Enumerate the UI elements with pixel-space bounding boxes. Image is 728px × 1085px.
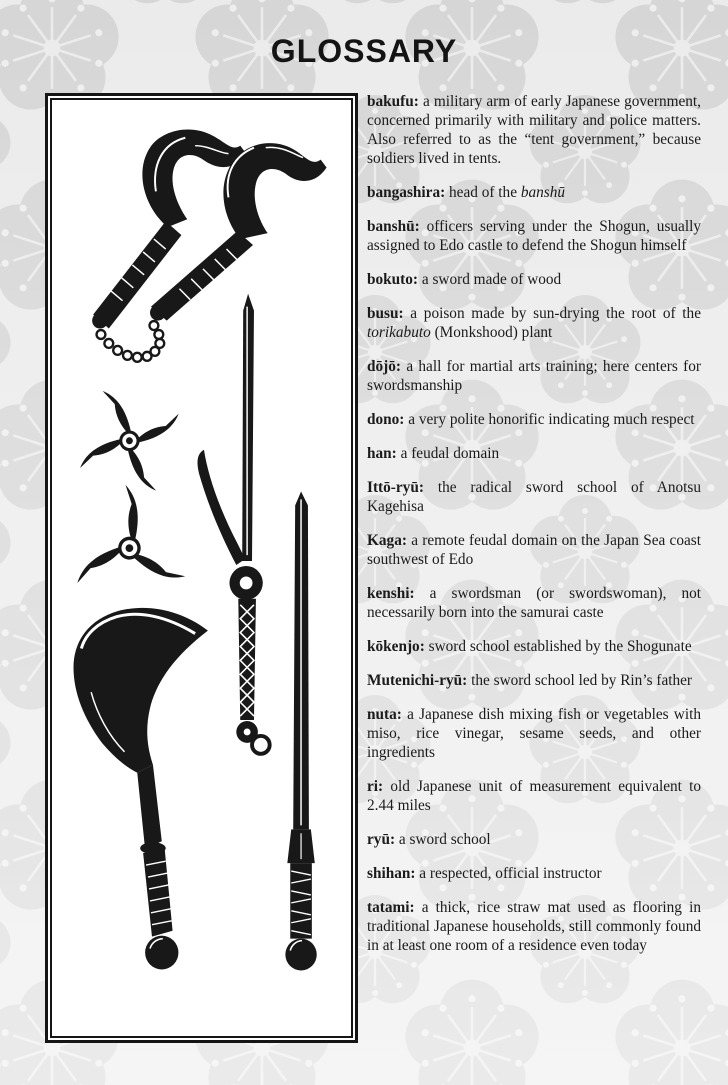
glossary-entry	[367, 830, 701, 849]
glossary-entry	[367, 357, 701, 395]
glossary-entry	[367, 270, 701, 289]
glossary-entry	[367, 864, 701, 883]
glossary-term: han:	[367, 445, 397, 462]
glossary-definition-segment: a Japanese dish mixing fish or vegetables with miso, rice vinegar, sesame seeds, and other ingredients	[367, 706, 702, 761]
kusarigama-chain-illustration	[97, 321, 165, 362]
glossary-definition-segment: a military arm of early Japanese government, concerned primarily with military and police matters. Also referred to as the “tent government,” because soldiers lived in tents.	[367, 93, 702, 167]
glossary-entry	[367, 777, 701, 815]
glossary-term: Mutenichi-ryū:	[367, 672, 468, 689]
glossary-entry	[367, 183, 701, 202]
glossary-entry	[367, 671, 701, 690]
glossary-definition-segment: the sword school led by Rin’s father	[471, 672, 693, 689]
glossary-term: Kaga:	[367, 532, 407, 549]
glossary-entry	[367, 705, 701, 762]
glossary-definition-segment: old Japanese unit of measurement equivalent to 2.44 miles	[367, 778, 701, 814]
glossary-term: ryū:	[367, 831, 396, 848]
glossary-term: bokuto:	[367, 271, 419, 288]
glossary-term: banshū:	[367, 218, 420, 235]
glossary-definition-segment: (Monkshood) plant	[430, 324, 553, 341]
glossary-entry	[367, 410, 701, 429]
glossary-entry	[367, 637, 701, 656]
glossary-definition-segment: a remote feudal domain on the Japan Sea coast southwest of Edo	[367, 532, 701, 568]
glossary-entry	[367, 584, 701, 622]
glossary-entry	[367, 444, 701, 463]
weapons-illustration-panel	[45, 93, 358, 1043]
glossary-term: kenshi:	[367, 585, 415, 602]
glossary-term: bangashira:	[367, 184, 446, 201]
glossary-definition-segment: the radical sword school of Anotsu Kagehisa	[367, 479, 701, 515]
glossary-term: Ittō-ryū:	[367, 479, 424, 496]
glossary-term: ri:	[367, 778, 384, 795]
glossary-definition-segment: officers serving under the Shogun, usually assigned to Edo castle to defend the Shogun himself	[367, 218, 701, 254]
curved-falchion-illustration	[74, 608, 208, 970]
glossary-entry	[367, 531, 701, 569]
glossary-definition-segment: a hall for martial arts training; here centers for swordsmanship	[367, 358, 701, 394]
glossary-definition-segment: a sword school	[398, 831, 491, 848]
glossary-term: kōkenjo:	[367, 638, 425, 655]
glossary-definition-segment: a poison made by sun-drying the root of the	[410, 305, 701, 322]
glossary-term: dono:	[367, 411, 405, 428]
page-title: GLOSSARY	[270, 33, 458, 69]
two-pronged-sai-illustration	[197, 294, 269, 754]
glossary-entry	[367, 478, 701, 516]
three-point-shuriken-illustration	[63, 477, 209, 624]
glossary-definition-segment: a thick, rice straw mat used as flooring in traditional Japanese households, still commonly found in at least one room of a residence even today	[367, 899, 701, 954]
glossary-definition-segment: torikabuto	[367, 324, 431, 341]
glossary-definition-segment: a very polite honorific indicating much respect	[408, 411, 695, 428]
glossary-term: nuta:	[367, 706, 402, 723]
four-point-shuriken-illustration	[80, 391, 178, 491]
glossary-term: tatami:	[367, 899, 415, 916]
glossary-definition-segment: a respected, official instructor	[419, 865, 602, 882]
glossary-entry	[367, 92, 701, 168]
glossary-list	[367, 92, 701, 970]
glossary-term: busu:	[367, 305, 404, 322]
glossary-entry	[367, 304, 701, 342]
straight-sword-illustration	[285, 491, 316, 970]
glossary-definition-segment: head of the	[449, 184, 521, 201]
glossary-term: bakufu:	[367, 93, 419, 110]
weapons-illustration	[48, 96, 355, 1040]
glossary-definition-segment: a swordsman (or swordswoman), not necessarily born into the samurai caste	[367, 585, 701, 621]
glossary-definition-segment: banshū	[520, 184, 566, 201]
glossary-definition-segment: a sword made of wood	[421, 271, 562, 288]
glossary-term: shihan:	[367, 865, 416, 882]
glossary-definition-segment: a feudal domain	[400, 445, 500, 462]
glossary-definition-segment: sword school established by the Shogunate	[428, 638, 692, 655]
glossary-entry	[367, 898, 701, 955]
glossary-term: dōjō:	[367, 358, 401, 375]
glossary-entry	[367, 217, 701, 255]
